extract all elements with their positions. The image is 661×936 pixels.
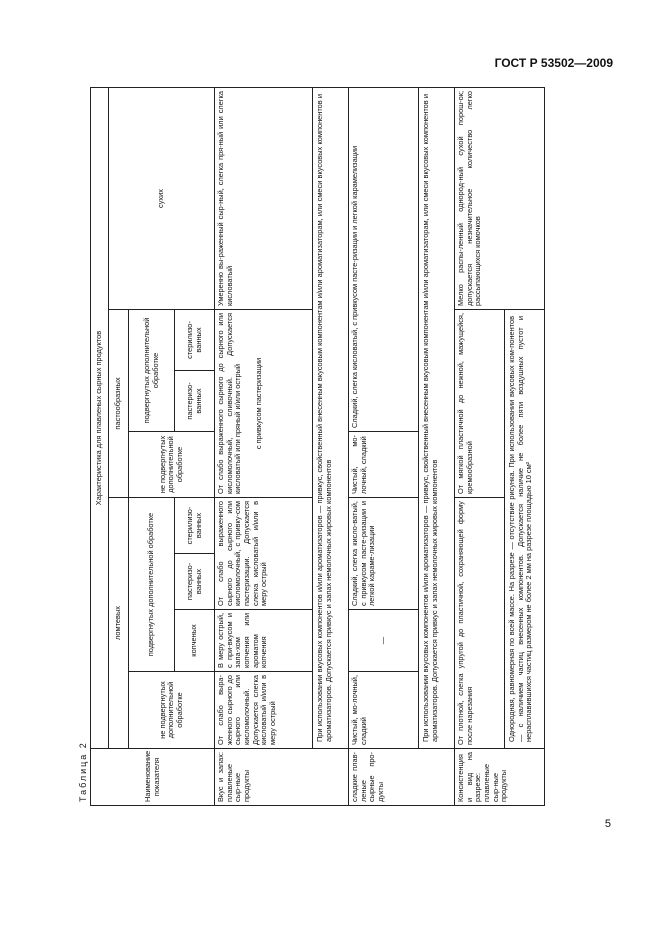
taste-pasty-main: От слабо выраженного сырного до сырного или кисломолочный, сливочный. Допускается кисловатый или пряный и/или острый — [216, 313, 243, 494]
sweet-sliced-pasteurized-sterilized: Сладкий, слегка кисло-ватый, с привкусом пасте-ризации и легкой караме-лизации — [349, 498, 419, 610]
rotated-table-area — [78, 88, 534, 806]
pasty-not-processed-header: не подвергнутых дополнительной обработке — [129, 432, 215, 498]
table-row-taste-note — [313, 87, 349, 805]
sliced-sterilized-header: стерилизо-ванных — [175, 498, 215, 554]
sweet-flavor-note: При использовании вкусовых компонентов и/или ароматизаторов — привкус, свойственный внесенным вкусовым компонентам и/или ароматизаторам, или смеси вкусовых компонентов и ароматизаторов. Допускается привкус и запах немолочных жировых компонентов — [419, 87, 455, 748]
taste-sliced-pasteurized-sterilized: От слабо выраженного сырного до сырного или кисломолочный, с привку-сом пастеризации. Допускается слегка кисловатый и/или в меру острый — [215, 498, 313, 610]
sweet-pasty-plain: Чистый, мо-лочный, сладкий — [349, 432, 419, 498]
document-code: ГОСТ Р 53502—2009 — [494, 56, 613, 70]
sliced-processed-header: подвергнутых дополнительной обработке — [129, 498, 175, 672]
consistency-pasty: От мягкой пластичной до нежной, мажущейся, кремообразной — [455, 310, 505, 498]
consistency-cut-note: Однородная, равномерная по всей массе. На разрезе — отсутствие рисунка. При использовании вкусовых ком-понентов — с наличием частиц внесенных компонентов. Допускается наличие не более пяти воздушных пустот и нерасплавившихся частиц размером не более 2 мм на разрезе площадью 10 см² — [505, 310, 545, 749]
sliced-not-processed-header: не подвергнутых дополнительной обработке — [129, 672, 215, 749]
sweet-sliced-plain: Чистый, мо-лочный, сладкий — [349, 672, 419, 749]
sweet-label: сладкие плав-леные сырные про-дукты — [349, 749, 455, 806]
rotated-table-content — [78, 88, 534, 806]
taste-dry: Умеренно вы-раженный сыр-ный, слегка пря-ный или слегка кисловатый — [215, 87, 313, 309]
pasty-processed-header: подвергнутых дополнительной обработке — [129, 310, 175, 432]
smoked-header: копченых — [175, 610, 215, 672]
taste-sliced-plain: От слабо выра-женного сырного до сырного или кисломолочный. Допускается слегка кисловатый и/или в меру острый — [215, 672, 313, 749]
pasty-pasteurized-header: пастеризо-ванных — [175, 371, 215, 432]
sweet-smoked: — — [349, 610, 419, 672]
page-number: 5 — [604, 818, 611, 830]
table-row-sweet — [349, 87, 419, 805]
indicator-header: Наименование показателя — [91, 749, 215, 806]
sliced-header: ломтевых — [109, 498, 129, 749]
dry-header: сухих — [109, 87, 215, 309]
table-row-sweet-note — [419, 87, 455, 805]
table-row-taste — [215, 87, 313, 805]
table-caption: Таблица 2 — [78, 741, 88, 802]
consistency-sliced: От плотной, слегка упругой до пластичной, сохраняющей форму после нарезания — [455, 498, 505, 749]
taste-pasty — [215, 310, 313, 498]
taste-pasty-note: с привкусом пастеризации — [253, 357, 263, 450]
consistency-dry: Мелко распы-ленный однород-ный сухой порош-ок; допускается незначительное количество легко рассыпающихся комочков — [455, 87, 545, 309]
characteristics-table — [90, 87, 545, 806]
taste-flavor-note: При использовании вкусовых компонентов и/или ароматизаторов — привкус, свойственный внесенным вкусовым компонентам и/или ароматизаторам, или смеси вкусовых компонентов и ароматизаторов. Допускается привкус и запах немолочных жировых компонентов — [313, 87, 349, 748]
characteristic-header: Характеристика для плавленых сырных продуктов — [91, 87, 109, 748]
taste-smoked: В меру острый, с при-вкусом и запа-хом копчения или ароматом копчения — [215, 610, 313, 672]
pasty-header: пастообразных — [109, 310, 129, 498]
consistency-label: Консистенция и вид на разрезе: плавленые сыр-ные продукты — [455, 749, 545, 806]
sliced-pasteurized-header: пастеризо-ванных — [175, 554, 215, 610]
table-row-consistency — [455, 87, 505, 805]
taste-label: Вкус и запах: плавленые сыр-ные продукты — [215, 749, 349, 806]
pasty-sterilized-header: стерилизо-ванных — [175, 310, 215, 371]
sweet-pasty-processed: Сладкий, слегка кисловатый, с привкусом пасте-ризации и легкой карамелизации — [349, 87, 419, 431]
